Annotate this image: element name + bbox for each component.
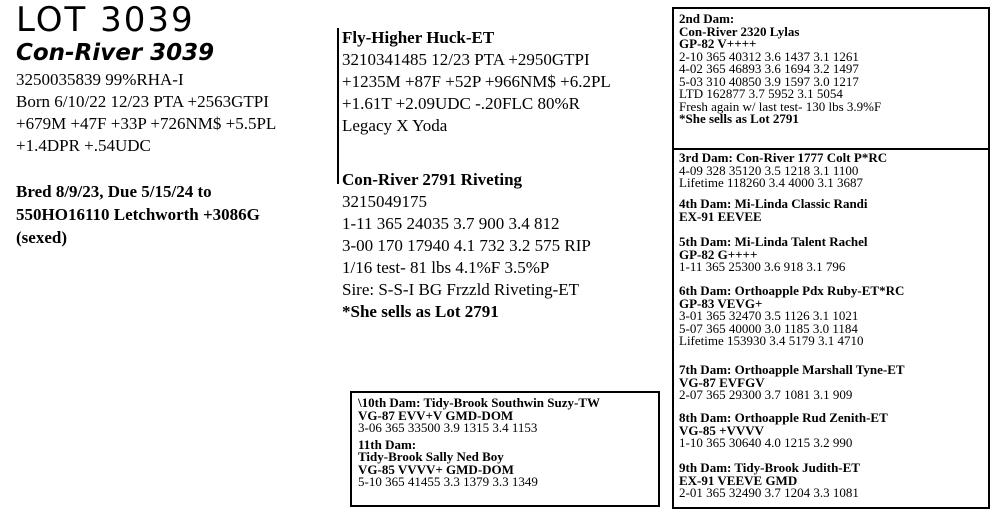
seventh-dam-record: 2-07 365 29300 3.7 1081 3.1 909 <box>679 387 853 402</box>
fifth-dam <box>679 236 984 274</box>
eleventh-dam-record: 5-10 365 41455 3.3 1379 3.3 1349 <box>358 474 538 489</box>
sire-name: Fly-Higher Huck-ET <box>342 28 495 47</box>
dam-section <box>342 169 591 323</box>
breeding-note: (sexed) <box>16 228 67 247</box>
second-dam-name: Con-River 2320 Lylas <box>679 23 800 39</box>
second-dam-record: 4-02 365 46893 3.6 1694 3.2 1497 <box>679 61 859 76</box>
second-dam-record: Fresh again w/ last test- 130 lbs 3.9%F <box>679 98 882 114</box>
breeding-date: Bred 8/9/23, Due 5/15/24 to <box>16 182 212 201</box>
second-dam-record: 2-10 365 40312 3.6 1437 3.1 1261 <box>679 48 859 64</box>
eighth-dam-record: 1-10 365 30640 4.0 1215 3.2 990 <box>679 435 853 450</box>
ninth-dam-record: 2-01 365 32490 3.7 1204 3.3 1081 <box>679 485 859 500</box>
sixth-dam-record: 5-07 365 40000 3.0 1185 3.0 1184 <box>679 320 858 336</box>
pedigree-box <box>672 7 990 509</box>
sixth-dam-record: 3-01 365 32470 3.5 1126 3.1 1021 <box>679 308 859 323</box>
ancestor-box <box>350 391 660 507</box>
birth-pta-line: Born 6/10/22 12/23 PTA +2563GTPI <box>16 92 269 111</box>
breeding-info <box>16 180 260 249</box>
sixth-dam <box>679 285 984 348</box>
third-dam-head: 3rd Dam: Con-River 1777 Colt P*RC <box>679 150 888 165</box>
ninth-dam-class: EX-91 VEEVE GMD <box>679 472 798 488</box>
pta-traits-line: +679M +47F +33P +726NM$ +5.5PL <box>16 114 277 133</box>
tenth-dam-head: \10th Dam: Tidy-Brook Southwin Suzy-TW <box>358 395 601 410</box>
seventh-dam-head: 7th Dam: Orthoapple Marshall Tyne-ET <box>679 362 905 377</box>
dam-line: Sire: S-S-I BG Frzzld Riveting-ET <box>342 280 580 299</box>
dam-line: 3215049175 <box>342 192 427 211</box>
lot-title: LOT 3039 <box>16 0 195 40</box>
eighth-dam <box>679 412 984 450</box>
seventh-dam-class: VG-87 EVFGV <box>679 374 765 390</box>
fourth-dam-head: 4th Dam: Mi-Linda Classic Randi <box>679 196 868 211</box>
sixth-dam-class: GP-83 VEVG+ <box>679 295 763 311</box>
tenth-dam-class: VG-87 EVV+V GMD-DOM <box>358 407 514 423</box>
dam-note: *She sells as Lot 2791 <box>342 302 499 321</box>
second-dam-class: GP-82 V++++ <box>679 36 757 51</box>
second-dam-record: 5-03 310 40850 3.9 1597 3.0 1217 <box>679 73 859 89</box>
fourth-dam <box>679 198 984 223</box>
pta-udc-line: +1.4DPR +.54UDC <box>16 136 151 155</box>
animal-name: Con-River 3039 <box>16 40 215 66</box>
sire-line: Legacy X Yoda <box>342 116 448 135</box>
sire-line: +1235M +87F +52P +966NM$ +6.2PL <box>342 72 611 91</box>
dam-name: Con-River 2791 Riveting <box>342 170 523 189</box>
fourth-dam-class: EX-91 EEVEE <box>679 208 762 224</box>
sire-line: +1.61T +2.09UDC -.20FLC 80%R <box>342 94 580 113</box>
ninth-dam <box>679 462 984 500</box>
fifth-dam-head: 5th Dam: Mi-Linda Talent Rachel <box>679 234 868 249</box>
breeding-sire: 550HO16110 Letchworth +3086G <box>16 205 260 224</box>
fifth-dam-record: 1-11 365 25300 3.6 918 3.1 796 <box>679 259 846 274</box>
sire-section <box>342 27 611 137</box>
registration-line: 3250035839 99%RHA-I <box>16 70 184 89</box>
eleventh-dam-name: Tidy-Brook Sally Ned Boy <box>358 449 504 464</box>
animal-info <box>16 69 276 157</box>
second-dam <box>679 13 984 126</box>
dam-line: 1-11 365 24035 3.7 900 3.4 812 <box>342 214 560 233</box>
eighth-dam-class: VG-85 +VVVV <box>679 422 765 438</box>
sire-line: 3210341485 12/23 PTA +2950GTPI <box>342 50 590 69</box>
seventh-dam <box>679 364 984 402</box>
ninth-dam-head: 9th Dam: Tidy-Brook Judith-ET <box>679 460 860 475</box>
eighth-dam-head: 8th Dam: Orthoapple Rud Zenith-ET <box>679 410 888 425</box>
dam-line: 1/16 test- 81 lbs 4.1%F 3.5%P <box>342 258 550 277</box>
sixth-dam-head: 6th Dam: Orthoapple Pdx Ruby-ET*RC <box>679 283 905 298</box>
third-dam-record: Lifetime 118260 3.4 4000 3.1 3687 <box>679 175 864 190</box>
eleventh-dam-class: VG-85 VVVV+ GMD-DOM <box>358 461 514 477</box>
second-dam-record: LTD 162877 3.7 5952 3.1 5054 <box>679 86 843 101</box>
dam-line: 3-00 170 17940 4.1 732 3.2 575 RIP <box>342 236 591 255</box>
third-dam <box>679 152 984 190</box>
second-dam-note: *She sells as Lot 2791 <box>679 111 799 126</box>
second-dam-label: 2nd Dam: <box>679 11 735 26</box>
eleventh-dam-head: 11th Dam: <box>358 436 417 452</box>
third-dam-record: 4-09 328 35120 3.5 1218 3.1 1100 <box>679 162 859 178</box>
fifth-dam-class: GP-82 G++++ <box>679 246 758 262</box>
sixth-dam-record: Lifetime 153930 3.4 5179 3.1 4710 <box>679 333 864 348</box>
tenth-dam-record: 3-06 365 33500 3.9 1315 3.4 1153 <box>358 420 538 435</box>
